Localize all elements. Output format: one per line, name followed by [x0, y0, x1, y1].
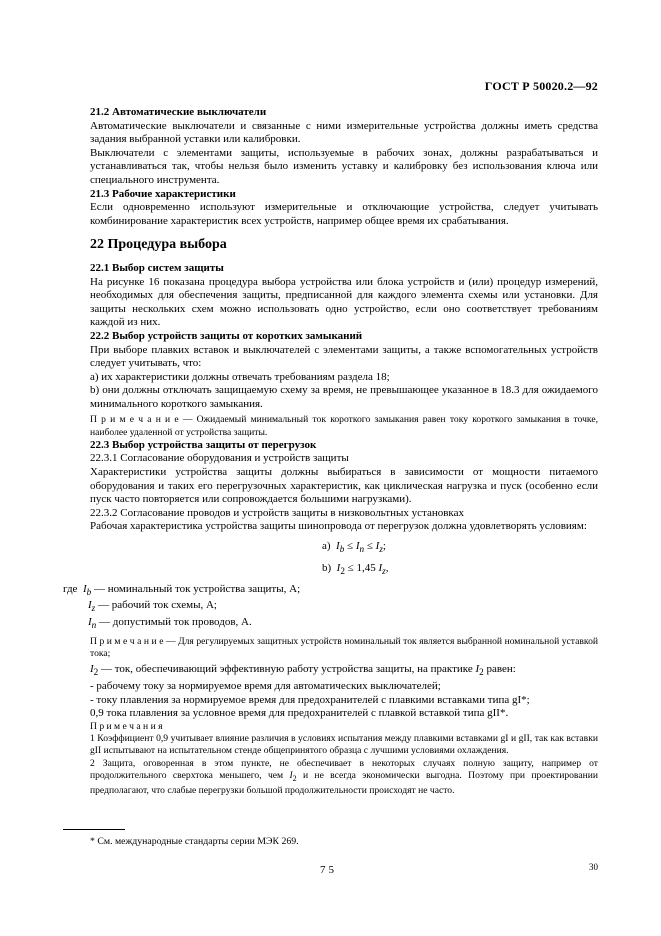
- note-2-text: — Для регулируемых защитных устройств номинальный ток является выбранной номинальной уставкой тока;: [90, 635, 598, 660]
- note-2-label: П р и м е ч а н и е: [90, 635, 164, 647]
- var-ib: где $I_b$ — номинальный ток устройства защиты, А;: [63, 582, 301, 597]
- section-22-3-title: 22.3 Выбор устройства защиты от перегрузок: [90, 438, 317, 451]
- notes-label: П р и м е ч а н и я: [90, 720, 163, 732]
- section-22-2-item-a: a) их характеристики должны отвечать требованиям раздела 18;: [90, 370, 390, 383]
- section-21-2-title: 21.2 Автоматические выключатели: [90, 106, 267, 118]
- var-iz: $I_z$ — рабочий ток схемы, А;: [88, 599, 217, 614]
- note-item-1: 1 Коэффициент 0,9 учитывает влияние различия в условиях испытания между плавкими вставками gI и gII, так как вставки gII испытывают на испытательном стенде общепринятого образца с лучшими условиями охлаждения.: [90, 733, 598, 757]
- i2-item-3: 0,9 тока плавления за условное время для предохранителей с плавкой вставкой типа gII*.: [90, 707, 509, 720]
- section-22-3-2-title: 22.3.2 Согласование проводов и устройств защиты в низковольтных установках: [90, 506, 464, 519]
- section-22-title: 22 Процедура выбора: [90, 237, 227, 253]
- section-22-2-title: 22.2 Выбор устройств защиты от коротких замыканий: [90, 329, 363, 342]
- formula-a: a) $I_b \le I_n \le I_z$;: [322, 540, 386, 555]
- section-21-3-title: 21.3 Рабочие характеристики: [90, 187, 236, 200]
- note-label: П р и м е ч а н и е: [90, 414, 179, 426]
- section-22-2-p1: При выборе плавких вставок и выключателей с элементами защиты, а также вспомогательных устройств следует учитывать, что:: [90, 343, 598, 370]
- formula-b: b) $I_2 \le 1,45$ $I_z$,: [322, 561, 389, 576]
- standard-header: ГОСТ Р 50020.2—92: [484, 79, 598, 93]
- section-22-1-title: 22.1 Выбор систем защиты: [90, 261, 224, 274]
- page-number-right: 30: [589, 862, 598, 872]
- footnote: * См. международные стандарты серии МЭК 269.: [90, 836, 299, 847]
- note-text: — Ожидаемый минимальный ток короткого замыкания равен току короткого замыкания в точке, наиболее удаленной от устройства защиты.: [90, 414, 598, 438]
- variable-list: [63, 583, 598, 633]
- var-in: $I_n$ — допустимый ток проводов, А.: [88, 616, 252, 631]
- i2-intro: $I_2$ — ток, обеспечивающий эффективную работу устройства защиты, на практике $I_2$ равен:: [90, 663, 516, 678]
- section-22-2-item-b: b) они должны отключать защищаемую схему за время, не превышающее указанное в 18.3 для ожидаемого минимального короткого замыкания.: [90, 384, 598, 410]
- page-content: [63, 106, 598, 797]
- section-22-2-note: [90, 414, 598, 438]
- note-item-2: 2 Защита, оговоренная в этом пункте, не обеспечивает в некоторых случаях полную защиту, например от продолжительного сверхтока меньшего, чем $I_2$ и не всегда экономически выгодна. Поэтому при проектировании предполагают, что слабые перегрузки большой продолжительности происходят не часто.: [90, 757, 598, 796]
- section-21-2-p2: Выключатели с элементами защиты, используемые в рабочих зонах, должны разрабатываться и устанавливаться так, чтобы нельзя было изменить уставку и калибровку без использования ключа или специального инструмента.: [90, 146, 598, 186]
- i2-item-2: - току плавления за нормируемое время для предохранителей с плавкими вставками типа gI*;: [90, 693, 530, 706]
- note-2: [90, 636, 598, 660]
- i2-item-1: - рабочему току за нормируемое время для автоматических выключателей;: [90, 680, 441, 693]
- section-21-2-p1: Автоматические выключатели и связанные с ними измерительные устройства должны иметь средства задания выбранной уставки или калибровки.: [90, 119, 598, 146]
- section-21-3-p1: Если одновременно используют измерительные и отключающие устройства, следует учитывать комбинирование характеристик всех устройств, например общее время их срабатывания.: [90, 201, 598, 227]
- section-22-1-p1: На рисунке 16 показана процедура выбора устройства или блока устройств и (или) процедур измерений, необходимых для обеспечения защиты, предписанной для каждого элемента схемы или установки. Для защиты нескольких схем можно использовать одно устройство, если оно соответствует требованиям каждой из них.: [90, 275, 598, 329]
- section-22-3-1-title: 22.3.1 Согласование оборудования и устройств защиты: [90, 452, 349, 465]
- page-number-center: 75: [320, 864, 337, 876]
- footnote-separator: [63, 829, 125, 830]
- section-22-3-1-p1: Характеристики устройства защиты должны выбираться в зависимости от мощности питаемого оборудования и таких его перегрузочных характеристик, как циклическая нагрузка и пуск (особенно если пуск часто повторяется или сопровождается большими нагрузками).: [90, 466, 598, 506]
- section-22-3-2-p1: Рабочая характеристика устройства защиты шинопровода от перегрузок должна удовлетворять условиям:: [90, 520, 587, 533]
